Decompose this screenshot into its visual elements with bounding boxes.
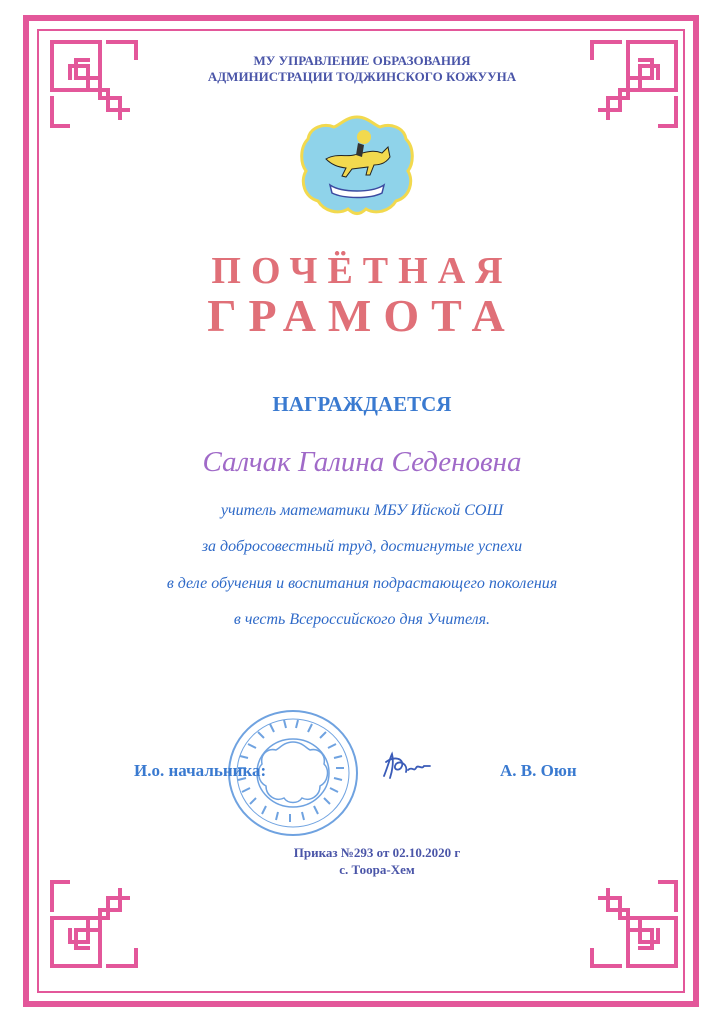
corner-ornament-top-left [48, 38, 140, 130]
corner-ornament-bottom-right [588, 878, 680, 970]
body-line-occasion: в честь Всероссийского дня Учителя. [233, 611, 491, 628]
place-name: с. Тоора-Хем [339, 862, 415, 877]
signatory-name: А. В. Оюн [500, 761, 577, 780]
order-reference: Приказ №293 от 02.10.2020 г [293, 845, 461, 860]
title-line-2: ГРАМОТА [207, 290, 517, 341]
corner-ornament-top-right [588, 38, 680, 130]
issuer-line-1: МУ УПРАВЛЕНИЕ ОБРАЗОВАНИЯ [253, 53, 471, 68]
corner-ornament-bottom-left [48, 878, 140, 970]
body-line-position: учитель математики МБУ Ийской СОШ [220, 502, 504, 519]
awarded-label: НАГРАЖДАЕТСЯ [272, 392, 452, 416]
body-line-reason-continued: в деле обучения и воспитания подрастающего поколения [166, 575, 558, 592]
tuva-emblem-icon [296, 113, 418, 217]
recipient-name: Салчак Галина Седеновна [202, 446, 522, 478]
body-line-reason: за добросовестный труд, достигнутые успехи [201, 538, 523, 555]
title-line-1: ПОЧЁТНАЯ [211, 250, 513, 292]
handwritten-signature-icon [378, 748, 434, 784]
signatory-title: И.о. начальника: [134, 761, 267, 780]
issuer-line-2: АДМИНИСТРАЦИИ ТОДЖИНСКОГО КОЖУУНА [207, 69, 517, 84]
